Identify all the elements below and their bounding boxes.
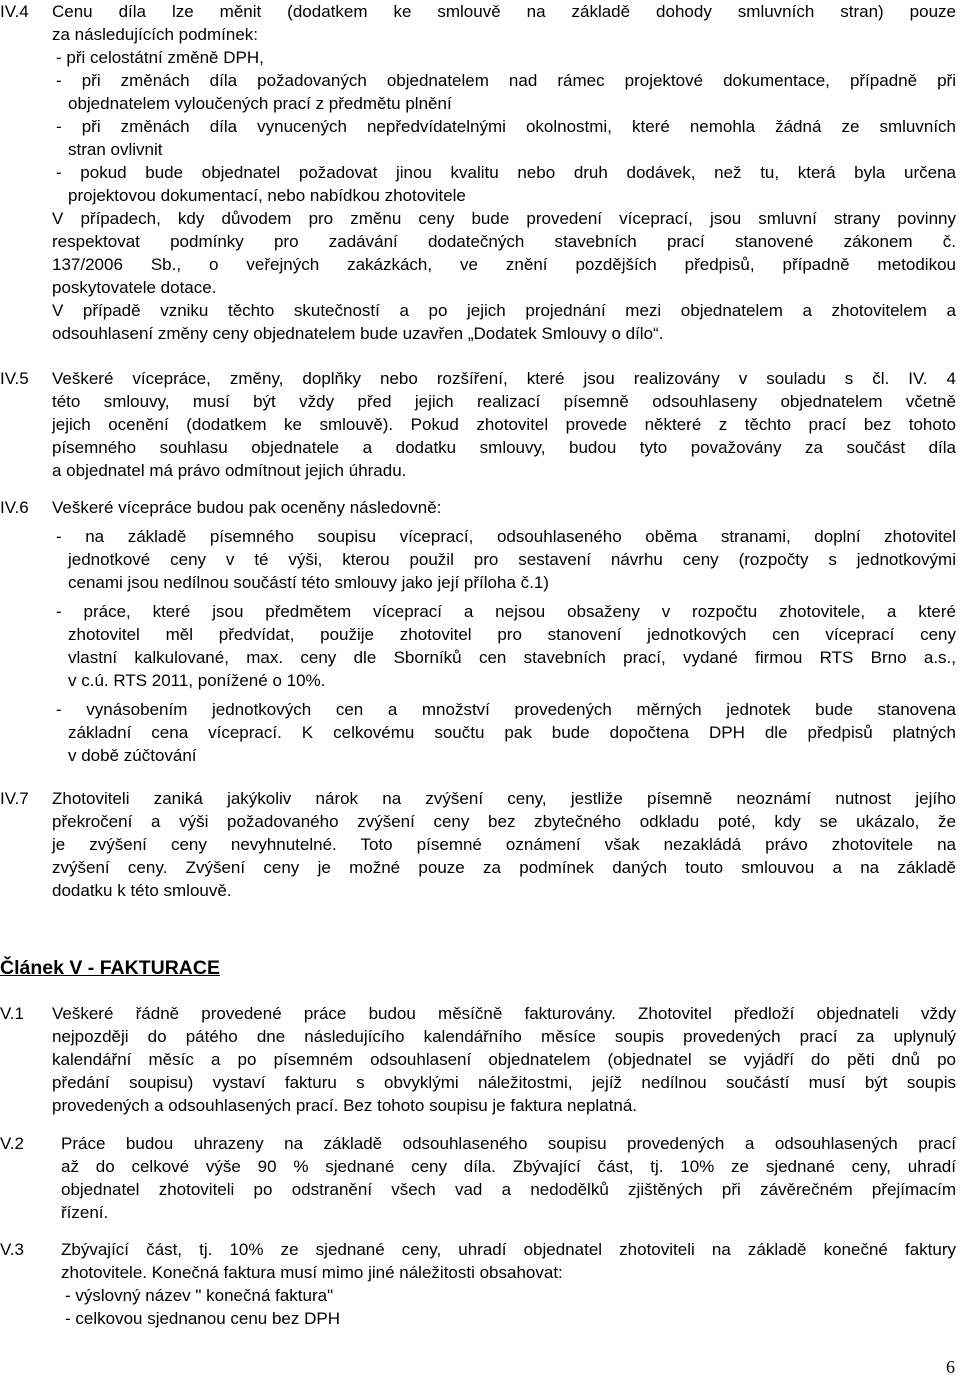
text-line: předání soupisu) vystaví fakturu s obvyklými náležitostmi, jejíž nedílnou součástí musí být soupis [52,1073,956,1092]
section-body [52,367,956,482]
list-line: zhotovitel měl předvídat, použije zhotovitel pro stanovení jednotkových cen víceprací ceny [68,625,956,644]
section-number: IV.5 [0,369,29,388]
text-line: nejpozději do pátého dne následujícího kalendářního měsíce soupis provedených prací za uplynulý [52,1027,956,1046]
section-body [61,1238,956,1330]
section-number: IV.7 [0,789,29,808]
list-line: - při změnách díla požadovaných objednatelem nad rámec projektové dokumentace, případně při [56,71,956,90]
section-body [61,1132,956,1224]
list-line: v c.ú. RTS 2011, ponížené o 10%. [68,671,326,690]
section-number: V.2 [0,1134,24,1153]
text-line: Cenu díla lze měnit (dodatkem ke smlouvě na základě dohody smluvních stran) pouze [52,2,956,21]
text-line: zvýšení ceny. Zvýšení ceny je možné pouze za podmínek daných touto smlouvou a na základě [52,858,956,877]
list-line: - celkovou sjednanou cenu bez DPH [65,1309,340,1328]
list-line: - pokud bude objednatel požadovat jinou kvalitu nebo druh dodávek, než tu, která byla určena [56,163,956,182]
text-line: provedených a odsouhlasených prací. Bez tohoto soupisu je faktura neplatná. [52,1096,637,1115]
list-line: - výslovný název " konečná faktura" [65,1286,334,1305]
text-line: za následujících podmínek: [52,25,259,44]
list-line: cenami jsou nedílnou součástí této smlouvy jako její příloha č.1) [68,573,549,592]
list-line: projektovou dokumentací, nebo nabídkou zhotovitele [68,186,466,205]
section-body [52,787,956,902]
text-line: této smlouvy, musí být vždy před jejich realizací písemně odsouhlaseny objednatelem včetně [52,392,956,411]
section-number: IV.4 [0,2,29,21]
article-heading: Článek V - FAKTURACE [0,957,220,979]
text-line: kalendářní měsíc a po písemném odsouhlasení objednatelem (objednatel se vyjádří do pěti dnů po [52,1050,956,1069]
text-line: 137/2006 Sb., o veřejných zakázkách, ve znění pozdějších předpisů, případně metodikou [52,255,956,274]
section-body [52,0,956,345]
list-line: v době zúčtování [68,746,197,765]
text-line: Veškeré vícepráce budou pak oceněny následovně: [52,498,442,517]
list-line: - na základě písemného soupisu víceprací, odsouhlaseného oběma stranami, doplní zhotovitel [56,527,956,546]
text-line: řízení. [61,1203,109,1222]
text-line: odsouhlasení změny ceny objednatelem bude uzavřen „Dodatek Smlouvy o dílo“. [52,324,664,343]
section-number: IV.6 [0,498,29,517]
list-line: jednotkové ceny v té výši, kterou použil pro sestavení návrhu ceny (rozpočty s jednotkovými [68,550,956,569]
text-line: dodatku k této smlouvě. [52,881,232,900]
text-line: a objednatel má právo odmítnout jejich úhradu. [52,461,407,480]
section-body [52,1002,956,1117]
section-number: V.3 [0,1240,24,1259]
section-number: V.1 [0,1004,24,1023]
page-number: 6 [946,1357,955,1377]
list-line: - při celostátní změně DPH, [56,48,264,67]
text-line: respektovat podmínky pro zadávání dodatečných stavebních prací stanovené zákonem č. [52,232,956,251]
list-line: - při změnách díla vynucených nepředvídatelnými okolnostmi, které nemohla žádná ze smluvních [56,117,956,136]
list-line: stran ovlivnit [68,140,163,159]
list-line: objednatelem vyloučených prací z předmětu plnění [68,94,452,113]
text-line: Zhotoviteli zaniká jakýkoliv nárok na zvýšení ceny, jestliže písemně neoznámí nutnost jejího [52,789,956,808]
text-line: zhotovitele. Konečná faktura musí mimo jiné náležitosti obsahovat: [61,1263,563,1282]
list-line: - vynásobením jednotkových cen a množství provedených měrných jednotek bude stanovena [56,700,956,719]
text-line: jejich ocenění (dodatkem ke smlouvě). Pokud zhotovitel provede některé z těchto prací bez tohoto [52,415,956,434]
text-line: Zbývající část, tj. 10% ze sjednané ceny, uhradí objednatel zhotoviteli na základě konečné faktury [61,1240,956,1259]
list-line: vlastní kalkulované, max. ceny dle Sborníků cen stavebních prací, vydané firmou RTS Brno a.s., [68,648,956,667]
text-line: Veškeré vícepráce, změny, doplňky nebo rozšíření, které jsou realizovány v souladu s čl. IV. 4 [52,369,956,388]
list-line: základní cena víceprací. K celkovému součtu pak bude dopočtena DPH dle předpisů platných [68,723,956,742]
text-line: V případech, kdy důvodem pro změnu ceny bude provedení víceprací, jsou smluvní strany povinny [52,209,956,228]
text-line: Veškeré řádně provedené práce budou měsíčně fakturovány. Zhotovitel předloží objednateli vždy [52,1004,956,1023]
text-line: písemného souhlasu objednatele a dodatku smlouvy, budou tyto považovány za součást díla [52,438,956,457]
section-body [52,496,956,767]
text-line: je zvýšení ceny nevyhnutelné. Toto písemné oznámení však nezakládá právo zhotovitele na [52,835,956,854]
text-line: objednatel zhotoviteli po odstranění všech vad a nedodělků zjištěných při závěrečném přejímacím [61,1180,956,1199]
text-line: V případě vzniku těchto skutečností a po jejich projednání mezi objednatelem a zhotovitelem a [52,301,956,320]
text-line: až do celkové výše 90 % sjednané ceny díla. Zbývající část, tj. 10% ze sjednané ceny, uhradí [61,1157,956,1176]
text-line: Práce budou uhrazeny na základě odsouhlaseného soupisu provedených a odsouhlasených prací [61,1134,956,1153]
text-line: překročení a výši požadovaného zvýšení ceny bez zbytečného odkladu poté, kdy se ukázalo, že [52,812,956,831]
text-line: poskytovatele dotace. [52,278,217,297]
list-line: - práce, které jsou předmětem víceprací a nejsou obsaženy v rozpočtu zhotovitele, a které [56,602,956,621]
